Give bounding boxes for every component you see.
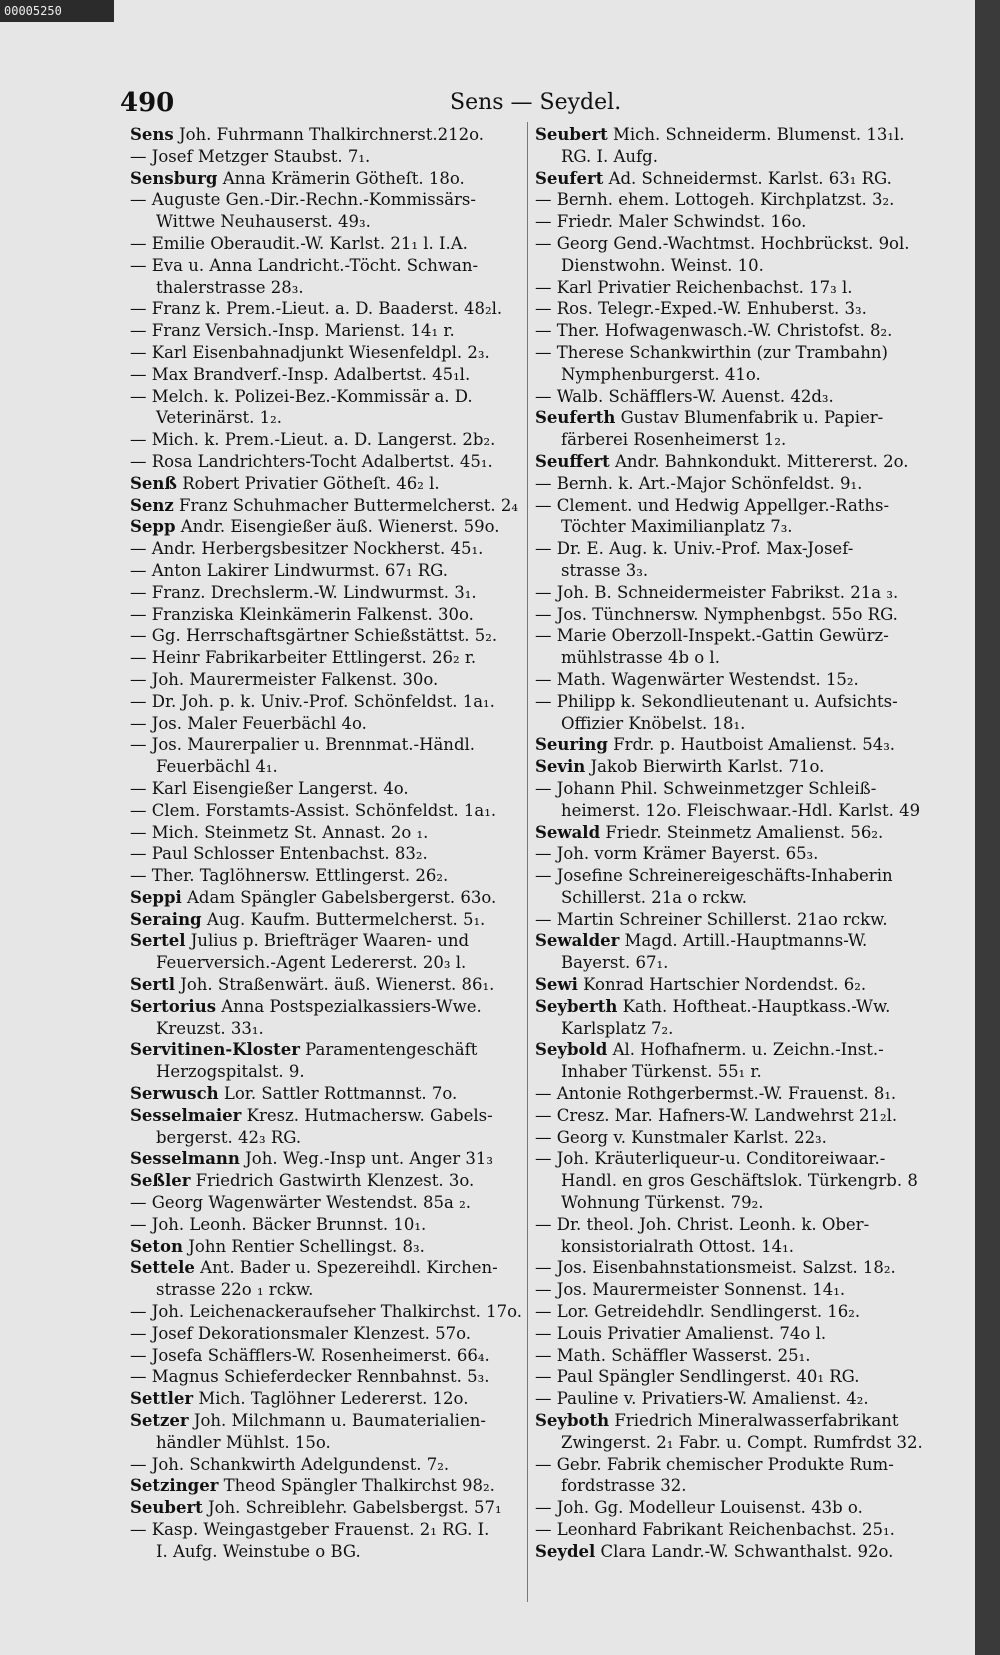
directory-entry: Senß Robert Privatier Götheſt. 46₂ l. <box>130 473 440 493</box>
directory-entry: Serwusch Lor. Sattler Rottmannst. 7o. <box>130 1084 458 1104</box>
directory-entry: — Jos. Eisenbahnstationsmeist. Salzst. 18₂. <box>535 1257 945 1279</box>
directory-entry: — Marie Oberzoll-Inspekt.-Gattin Gewürz- <box>535 625 945 647</box>
directory-entry: Seubert Joh. Schreiblehr. Gabelsbergst. 57₁ <box>130 1498 502 1518</box>
directory-entry: — Joh. Kräuterliqueur-u. Conditoreiwaar.- <box>535 1148 945 1170</box>
directory-entry: Zwingerst. 2₁ Fabr. u. Compt. Rumfrdst 32. <box>561 1432 923 1452</box>
directory-entry: — Andr. Herbergsbesitzer Nockherst. 45₁. <box>130 538 540 560</box>
entry-surname: Seuffert <box>535 451 610 471</box>
directory-entry: I. Aufg. Weinstube o BG. <box>156 1541 361 1561</box>
entry-surname: Sewi <box>535 975 578 995</box>
directory-entry: — Leonhard Fabrikant Reichenbachst. 25₁. <box>535 1519 945 1541</box>
entry-surname: Seybold <box>535 1040 608 1060</box>
directory-entry: — Anton Lakirer Lindwurmst. 67₁ RG. <box>130 560 540 582</box>
directory-entry: — Martin Schreiner Schillerst. 21ao rckw. <box>535 909 945 931</box>
entry-surname: Seubert <box>130 1498 203 1518</box>
directory-entry: Seuring Frdr. p. Hautboist Amalienst. 54₃. <box>535 735 896 755</box>
directory-entry: — Friedr. Maler Schwindst. 16o. <box>535 211 945 233</box>
directory-entry: mühlstrasse 4b o l. <box>561 648 720 668</box>
directory-entry: — Louis Privatier Amalienst. 74o l. <box>535 1323 945 1345</box>
entry-surname: Serwusch <box>130 1084 219 1104</box>
directory-entry: Offizier Knöbelst. 18₁. <box>561 713 746 733</box>
entry-surname: Seufert <box>535 168 604 188</box>
directory-entry: — Joh. Leichenackeraufseher Thalkirchst. 17o. <box>130 1301 540 1323</box>
directory-entry: Sesselmaier Kresz. Hutmachersw. Gabels- <box>130 1105 493 1125</box>
directory-entry: — Therese Schankwirthin (zur Trambahn) <box>535 342 945 364</box>
directory-entry: Veterinärst. 1₂. <box>156 408 283 428</box>
directory-entry: — Josef Metzger Staubst. 7₁. <box>130 146 540 168</box>
directory-entry: Senz Franz Schuhmacher Buttermelcherst. 2₄ <box>130 495 519 515</box>
directory-entry: — Paul Spängler Sendlingerst. 40₁ RG. <box>535 1366 945 1388</box>
entry-surname: Servitinen-Kloster <box>130 1040 300 1060</box>
directory-entry: Sertorius Anna Postspezialkassiers-Wwe. <box>130 996 482 1016</box>
directory-entry: — Ther. Taglöhnersw. Ettlingerst. 26₂. <box>130 865 540 887</box>
directory-entry: — Auguste Gen.-Dir.-Rechn.-Kommissärs- <box>130 189 540 211</box>
directory-entry: — Joh. Maurermeister Falkenst. 30o. <box>130 669 540 691</box>
entry-surname: Seppi <box>130 887 182 907</box>
directory-entry: heimerst. 12o. Fleischwaar.-Hdl. Karlst. 49 <box>561 800 921 820</box>
directory-entry: — Joh. vorm Krämer Bayerst. 65₃. <box>535 843 945 865</box>
directory-entry: — Ther. Hofwagenwasch.-W. Christofst. 8₂. <box>535 320 945 342</box>
entry-surname: Sensburg <box>130 168 218 188</box>
directory-entry: — Joh. B. Schneidermeister Fabrikst. 21a ₃. <box>535 582 945 604</box>
directory-entry: Seraing Aug. Kaufm. Buttermelcherst. 5₁. <box>130 909 486 929</box>
entry-surname: Sewalder <box>535 931 620 951</box>
entry-surname: Sesselmaier <box>130 1105 242 1125</box>
directory-entry: — Philipp k. Sekondlieutenant u. Aufsichts- <box>535 691 945 713</box>
directory-entry: — Karl Eisenbahnadjunkt Wiesenfeldpl. 2₃. <box>130 342 540 364</box>
directory-entry: Seubert Mich. Schneiderm. Blumenst. 13₁l. <box>535 125 905 144</box>
entry-surname: Sertel <box>130 931 186 951</box>
directory-entry: händler Mühlst. 15o. <box>156 1432 331 1452</box>
entry-surname: Seyboth <box>535 1411 610 1431</box>
directory-entry: — Mich. Steinmetz St. Annast. 2o ₁. <box>130 822 540 844</box>
directory-entry: Seuferth Gustav Blumenfabrik u. Papier- <box>535 408 884 428</box>
directory-entry: Seyberth Kath. Hoftheat.-Hauptkass.-Ww. <box>535 996 891 1016</box>
directory-entry: Wittwe Neuhauserst. 49₃. <box>156 212 371 232</box>
entry-surname: Sertorius <box>130 996 216 1016</box>
directory-entry: strasse 3₃. <box>561 560 649 580</box>
directory-entry: — Eva u. Anna Landricht.-Töcht. Schwan- <box>130 255 540 277</box>
directory-entry: Sertel Julius p. Briefträger Waaren- und <box>130 931 470 951</box>
directory-entry: Servitinen-Kloster Paramentengeschäft <box>130 1040 478 1060</box>
entry-surname: Seuring <box>535 735 608 755</box>
directory-entry: — Dr. E. Aug. k. Univ.-Prof. Max-Josef- <box>535 538 945 560</box>
directory-entry: — Math. Schäffler Wasserst. 25₁. <box>535 1345 945 1367</box>
directory-entry: — Kasp. Weingastgeber Frauenst. 2₁ RG. I. <box>130 1519 540 1541</box>
directory-entry: Seufert Ad. Schneidermst. Karlst. 63₁ RG. <box>535 168 892 188</box>
directory-entry: — Max Brandverf.-Insp. Adalbertst. 45₁l. <box>130 364 540 386</box>
directory-entry: Kreuzst. 33₁. <box>156 1018 264 1038</box>
directory-entry: Inhaber Türkenst. 55₁ r. <box>561 1062 762 1082</box>
directory-entry: — Clement. und Hedwig Appellger.-Raths- <box>535 495 945 517</box>
directory-entry: — Paul Schlosser Entenbachst. 83₂. <box>130 843 540 865</box>
directory-entry: Sens Joh. Fuhrmann Thalkirchnerst.212o. <box>130 125 484 144</box>
directory-entry: färberei Rosenheimerst 1₂. <box>561 430 787 450</box>
directory-entry: Sesselmann Joh. Weg.-Insp unt. Anger 31₃ <box>130 1149 493 1169</box>
running-head: Sens — Seydel. <box>450 90 622 115</box>
directory-entry: Handl. en gros Geschäftslok. Türkengrb. 8 <box>561 1171 918 1191</box>
directory-entry: — Ros. Telegr.-Exped.-W. Enhuberst. 3₃. <box>535 298 945 320</box>
entry-surname: Sevin <box>535 757 586 777</box>
directory-entry: — Antonie Rothgerbermst.-W. Frauenst. 8₁. <box>535 1083 945 1105</box>
directory-entry: — Dr. theol. Joh. Christ. Leonh. k. Ober- <box>535 1214 945 1236</box>
directory-entry: — Joh. Schankwirth Adelgundenst. 7₂. <box>130 1454 540 1476</box>
entry-surname: Settler <box>130 1389 194 1409</box>
directory-entry: Sensburg Anna Krämerin Götheſt. 18o. <box>130 168 465 188</box>
entry-surname: Sertl <box>130 975 175 995</box>
entry-surname: Sepp <box>130 517 176 537</box>
directory-entry: — Franz Versich.-Insp. Marienst. 14₁ r. <box>130 320 540 342</box>
directory-entry: — Joh. Gg. Modelleur Louisenst. 43b o. <box>535 1497 945 1519</box>
directory-entry: — Georg Wagenwärter Westendst. 85a ₂. <box>130 1192 540 1214</box>
directory-entry: konsistorialrath Ottost. 14₁. <box>561 1236 795 1256</box>
directory-entry: — Josef Dekorationsmaler Klenzest. 57o. <box>130 1323 540 1345</box>
directory-entry: — Clem. Forstamts-Assist. Schönfeldst. 1a₁. <box>130 800 540 822</box>
right-column <box>535 124 945 1563</box>
directory-entry: — Karl Eisengießer Langerst. 4o. <box>130 778 540 800</box>
directory-entry: Seton John Rentier Schellingst. 8₃. <box>130 1236 425 1256</box>
page-edge <box>975 0 1000 1655</box>
directory-entry: Settler Mich. Taglöhner Ledererst. 12o. <box>130 1389 469 1409</box>
entry-surname: Seraing <box>130 909 202 929</box>
directory-entry: Sevin Jakob Bierwirth Karlst. 71o. <box>535 757 825 777</box>
directory-entry: Seyboth Friedrich Mineralwasserfabrikant <box>535 1411 899 1431</box>
entry-surname: Seßler <box>130 1171 191 1191</box>
directory-entry: Nymphenburgerst. 41o. <box>561 364 761 384</box>
entry-surname: Setzinger <box>130 1476 219 1496</box>
entry-surname: Setzer <box>130 1411 189 1431</box>
directory-entry: — Jos. Tünchnersw. Nymphenbgst. 55o RG. <box>535 604 945 626</box>
directory-entry: — Bernh. k. Art.-Major Schönfeldst. 9₁. <box>535 473 945 495</box>
directory-entry: — Walb. Schäfflers-W. Auenst. 42d₃. <box>535 386 945 408</box>
directory-entry: strasse 22o ₁ rckw. <box>156 1280 314 1300</box>
directory-entry: Seuffert Andr. Bahnkondukt. Mittererst. 2o. <box>535 451 909 471</box>
directory-entry: Feuerbächl 4₁. <box>156 757 278 777</box>
page-number: 490 <box>120 88 175 118</box>
directory-entry: Karlsplatz 7₂. <box>561 1018 674 1038</box>
directory-entry: Bayerst. 67₁. <box>561 953 669 973</box>
entry-surname: Settele <box>130 1258 195 1278</box>
directory-entry: — Jos. Maler Feuerbächl 4o. <box>130 713 540 735</box>
directory-entry: Wohnung Türkenst. 79₂. <box>561 1193 764 1213</box>
directory-entry: — Mich. k. Prem.-Lieut. a. D. Langerst. 2b₂. <box>130 429 540 451</box>
directory-entry: Sepp Andr. Eisengießer äuß. Wienerst. 59o. <box>130 517 500 537</box>
directory-entry: — Bernh. ehem. Lottogeh. Kirchplatzst. 3₂. <box>535 189 945 211</box>
entry-surname: Sewald <box>535 822 601 842</box>
directory-entry: Seydel Clara Landr.-W. Schwanthalst. 92o. <box>535 1541 894 1561</box>
directory-entry: bergerst. 42₃ RG. <box>156 1127 302 1147</box>
entry-surname: Seubert <box>535 125 608 144</box>
directory-entry: — Gebr. Fabrik chemischer Produkte Rum- <box>535 1454 945 1476</box>
entry-surname: Seton <box>130 1236 184 1256</box>
directory-entry: — Cresz. Mar. Hafners-W. Landwehrst 21₂l. <box>535 1105 945 1127</box>
entry-surname: Sens <box>130 125 174 144</box>
entry-surname: Senß <box>130 473 177 493</box>
entry-surname: Seyberth <box>535 996 618 1016</box>
directory-entry: — Magnus Schieferdecker Rennbahnst. 5₃. <box>130 1366 540 1388</box>
directory-entry: — Franz. Drechslerm.-W. Lindwurmst. 3₁. <box>130 582 540 604</box>
entry-surname: Sesselmann <box>130 1149 240 1169</box>
directory-entry: — Math. Wagenwärter Westendst. 15₂. <box>535 669 945 691</box>
directory-entry: Setzer Joh. Milchmann u. Baumaterialien- <box>130 1411 486 1431</box>
directory-entry: — Georg v. Kunstmaler Karlst. 22₃. <box>535 1127 945 1149</box>
directory-entry: — Emilie Oberaudit.-W. Karlst. 21₁ l. I.A. <box>130 233 540 255</box>
directory-entry: Seßler Friedrich Gastwirth Klenzest. 3o. <box>130 1171 475 1191</box>
directory-entry: Settele Ant. Bader u. Spezereihdl. Kirchen- <box>130 1258 498 1278</box>
directory-entry: — Josefine Schreinereigeschäfts-Inhaberin <box>535 865 945 887</box>
directory-entry: — Karl Privatier Reichenbachst. 17₃ l. <box>535 277 945 299</box>
directory-entry: — Joh. Leonh. Bäcker Brunnst. 10₁. <box>130 1214 540 1236</box>
left-column <box>130 124 540 1563</box>
directory-entry: — Jos. Maurermeister Sonnenst. 14₁. <box>535 1279 945 1301</box>
directory-entry: — Franz k. Prem.-Lieut. a. D. Baaderst. 48₂l. <box>130 298 540 320</box>
directory-entry: Setzinger Theod Spängler Thalkirchst 98₂. <box>130 1476 495 1496</box>
directory-entry: Seppi Adam Spängler Gabelsbergerst. 63o. <box>130 887 497 907</box>
directory-entry: — Georg Gend.-Wachtmst. Hochbrückst. 9ol. <box>535 233 945 255</box>
directory-entry: — Gg. Herrschaftsgärtner Schießstättst. 5₂. <box>130 625 540 647</box>
page-header <box>120 88 940 128</box>
directory-entry: — Rosa Landrichters-Tocht Adalbertst. 45₁. <box>130 451 540 473</box>
directory-entry: Töchter Maximilianplatz 7₃. <box>561 517 793 537</box>
directory-entry: — Pauline v. Privatiers-W. Amalienst. 4₂. <box>535 1388 945 1410</box>
directory-entry: Schillerst. 21a o rckw. <box>561 887 748 907</box>
directory-entry: Sertl Joh. Straßenwärt. äuß. Wienerst. 86₁. <box>130 975 495 995</box>
directory-entry: RG. I. Aufg. <box>561 146 658 166</box>
archive-code: 00005250 <box>0 0 114 22</box>
directory-entry: — Johann Phil. Schweinmetzger Schleiß- <box>535 778 945 800</box>
entry-surname: Senz <box>130 495 174 515</box>
directory-entry: Herzogspitalst. 9. <box>156 1062 305 1082</box>
directory-entry: — Jos. Maurerpalier u. Brennmat.-Händl. <box>130 734 540 756</box>
directory-entry: Sewi Konrad Hartschier Nordendst. 6₂. <box>535 975 867 995</box>
directory-entry: Seybold Al. Hofhafnerm. u. Zeichn.-Inst.- <box>535 1040 884 1060</box>
directory-entry: Sewald Friedr. Steinmetz Amalienst. 56₂. <box>535 822 884 842</box>
directory-entry: — Melch. k. Polizei-Bez.-Kommissär a. D. <box>130 386 540 408</box>
directory-entry: — Lor. Getreidehdlr. Sendlingerst. 16₂. <box>535 1301 945 1323</box>
entry-surname: Seydel <box>535 1541 596 1561</box>
directory-entry: thalerstrasse 28₃. <box>156 277 304 297</box>
directory-entry: — Heinr Fabrikarbeiter Ettlingerst. 26₂ r. <box>130 647 540 669</box>
directory-entry: Dienstwohn. Weinst. 10. <box>561 255 764 275</box>
directory-entry: — Franziska Kleinkämerin Falkenst. 30o. <box>130 604 540 626</box>
directory-entry: — Dr. Joh. p. k. Univ.-Prof. Schönfeldst. 1a₁. <box>130 691 540 713</box>
directory-entry: Sewalder Magd. Artill.-Hauptmanns-W. <box>535 931 868 951</box>
directory-entry: — Josefa Schäfflers-W. Rosenheimerst. 66₄. <box>130 1345 540 1367</box>
entry-surname: Seuferth <box>535 408 616 428</box>
directory-entry: fordstrasse 32. <box>561 1476 687 1496</box>
directory-entry: Feuerversich.-Agent Ledererst. 20₃ l. <box>156 953 467 973</box>
